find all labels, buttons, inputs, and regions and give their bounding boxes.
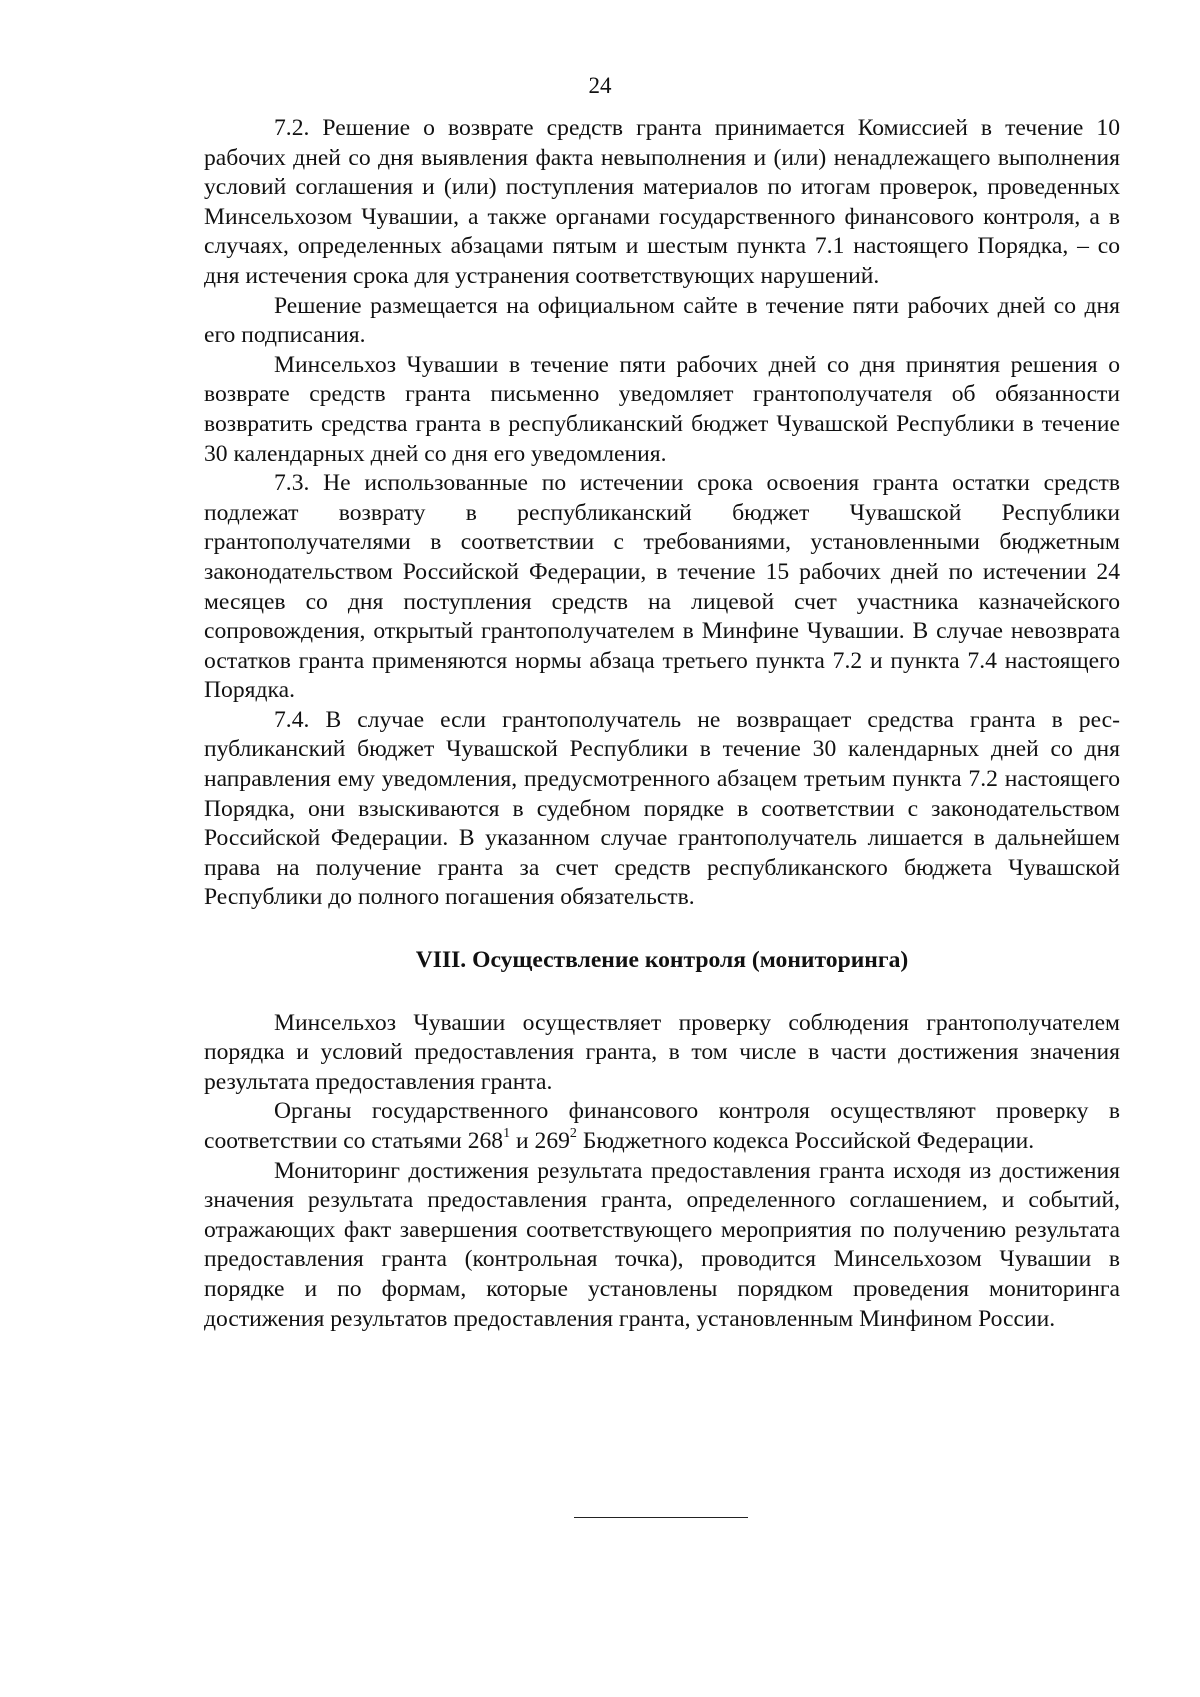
paragraph-7-4: 7.4. В случае если грантополучатель не возвращает средства гранта в республиканский бюджет Чувашской Республики в течение 30 календарных дней со дня направления ему уведомления, предусмотренного абзацем третьим пункта 7.2 настоящего Порядка, они взыскиваются в судебном порядке в соответствии с законодательством Российской Федерации. В указанном случае грантополучатель лишается в дальнейшем права на получение гранта за счет средств республиканского бюджета Чувашской Республики до полного погашения обязательств. xyxy=(204,706,1120,911)
paragraph-inspection: Минсельхоз Чувашии осуществляет проверку соблюдения грантополучателем порядка и условий предоставления гранта, в том числе в части достижения значения результата предоставления гранта. xyxy=(204,1009,1120,1095)
paragraph-state-control xyxy=(204,1097,1120,1156)
state-control-text-2: и 269 xyxy=(510,1128,570,1154)
page-number: 24 xyxy=(588,73,612,98)
state-control-text-1: Органы государственного финансового контроля осуществляют проверку в соответствии со статьями 268 xyxy=(204,1098,1120,1154)
superscript-article-269: 2 xyxy=(569,1126,577,1142)
document-body xyxy=(204,114,1120,1334)
paragraph-7-2: 7.2. Решение о возврате средств гранта принимается Комиссией в течение 10 рабочих дней со дня выявления факта невыполнения и (или) ненадлежащего выполнения условий соглашения и (или) поступления материалов по итогам проверок, проведенных Минсельхозом Чувашии, а также органами государственного финансового контроля, а в случаях, определенных абзацами пятым и шестым пункта 7.1 настоящего Порядка, – со дня истечения срока для устранения соответствующих нарушений. xyxy=(204,115,1120,289)
section-heading: VIII. Осуществление контроля (мониторинга) xyxy=(415,947,909,974)
state-control-text-3: Бюджетного кодекса Российской Федерации. xyxy=(576,1128,1035,1154)
end-of-document-rule xyxy=(574,1517,748,1518)
section-body xyxy=(204,1009,1120,1335)
paragraph-7-3: 7.3. Не использованные по истечении срока освоения гранта остатки средств подлежат возврату в республиканский бюджет Чувашской Республики грантополучателями в соответствии с требованиями, установленными бюджетным законодательством Российской Федерации, в течение 15 рабочих дней по истечении 24 месяцев со дня поступления средств на лицевой счет участника казначейского сопровождения, открытый грантополучателем в Минфине Чувашии. В случае невозврата остатков гранта применяются нормы абзаца третьего пункта 7.2 и пункта 7.4 настоящего Порядка. xyxy=(204,470,1120,704)
paragraph-notification: Минсельхоз Чувашии в течение пяти рабочих дней со дня принятия решения о возврате средств гранта письменно уведомляет грантополучателя об обязанности возвратить средства гранта в республиканский бюджет Чувашской Республики в течение 30 календарных дней со дня его уведомления. xyxy=(204,351,1120,467)
superscript-article-268: 1 xyxy=(503,1126,511,1142)
paragraph-monitoring: Мониторинг достижения результата предоставления гранта исходя из достижения значения результата предоставления гранта, определенного соглашением, и событий, отражающих факт завершения соответствующего мероприятия по получению результата предоставления гранта (контрольная точка), проводится Минсельхозом Чувашии в порядке и по формам, которые установлены порядком проведения мониторинга достижения результатов предоставления гранта, установленным Минфином России. xyxy=(204,1157,1120,1332)
paragraph-publication: Решение размещается на официальном сайте в течение пяти рабочих дней со дня его подписания. xyxy=(204,292,1120,349)
